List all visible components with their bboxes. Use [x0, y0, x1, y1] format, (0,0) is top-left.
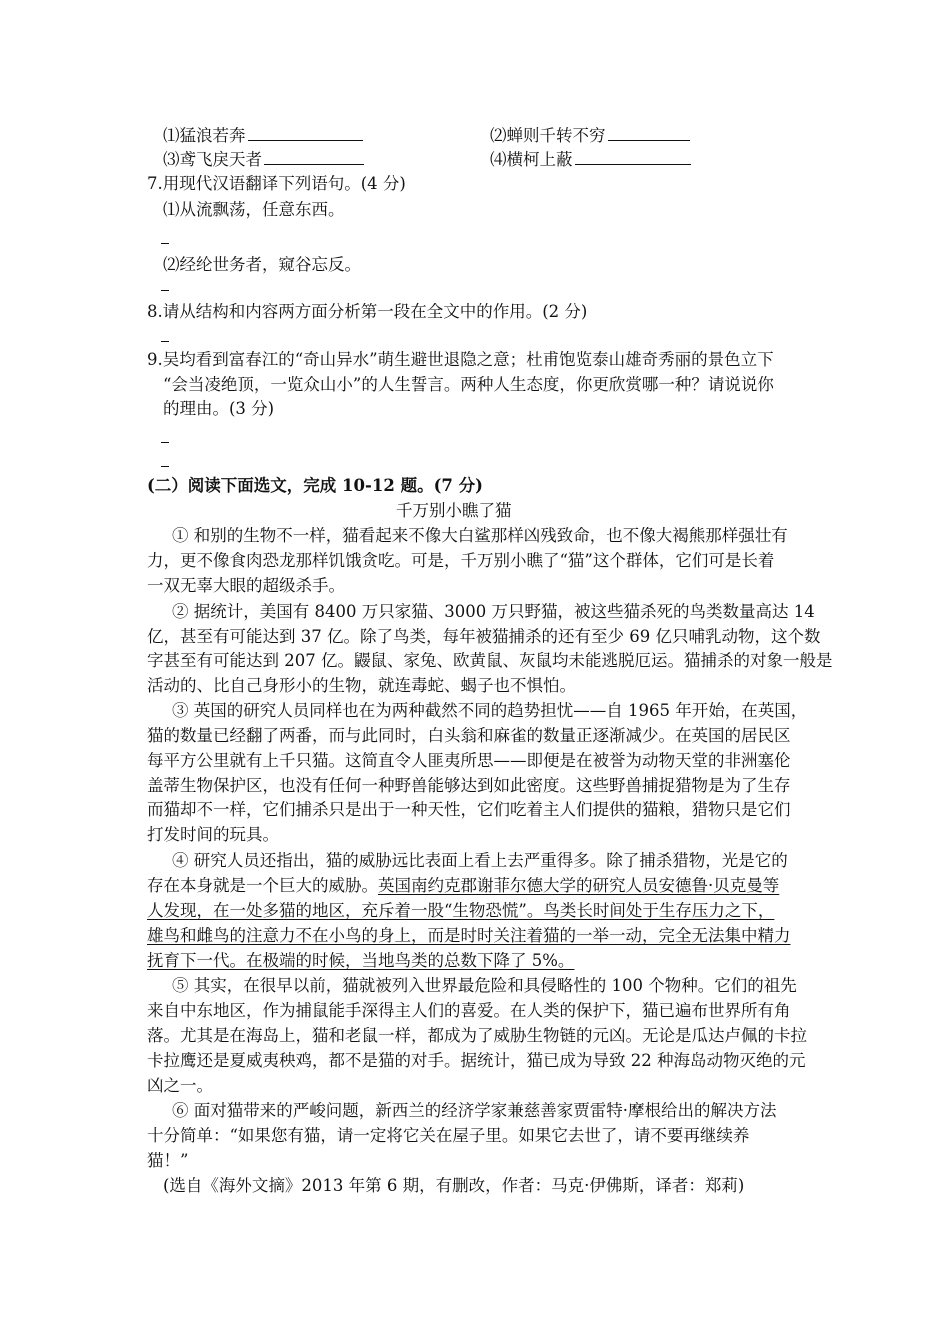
answer-blank[interactable] — [575, 148, 691, 165]
underlined-sentence: 人发现，在一处多猫的地区，充斥着一股“生物恐慌”。鸟类长时间处于生存压力之下， — [147, 901, 775, 920]
p5-line: 落。尤其是在海岛上，猫和老鼠一样，都成为了威胁生物链的元凶。无论是瓜达卢佩的卡拉 — [147, 1026, 807, 1045]
p1-line: 力，更不像食肉恐龙那样饥饿贪吃。可是，千万别小瞧了“猫”这个群体，它们可是长着 — [147, 551, 775, 570]
q6-item-1: ⑴猛浪若奔 — [163, 124, 363, 147]
p3-line: 盖蒂生物保护区，也没有任何一种野兽能够达到如此密度。这些野兽捕捉猎物是为了生存 — [147, 776, 791, 795]
q6-item-3: ⑶鸢飞戾天者 — [163, 148, 364, 171]
p4-line: ④ 研究人员还指出，猫的威胁远比表面上看上去严重得多。除了捕杀猎物，光是它的 — [172, 851, 788, 870]
p1-line: ① 和别的生物不一样，猫看起来不像大白鲨那样凶残致命，也不像大褐熊那样强壮有 — [172, 526, 788, 545]
p2-line: 字甚至有可能达到 207 亿。鼹鼠、家兔、欧黄鼠、灰鼠均未能逃脱厄运。猫捕杀的对象一般是 — [147, 651, 833, 670]
underlined-sentence: 雄鸟和雌鸟的注意力不在小鸟的身上，而是时时关注着猫的一举一动，完全无法集中精力 — [147, 926, 791, 945]
q7-sentence-2: ⑵经纶世务者，窥谷忘反。 — [163, 255, 361, 274]
p3-line: ③ 英国的研究人员同样也在为两种截然不同的趋势担忧——自 1965 年开始，在英国， — [172, 701, 808, 720]
p6-line: 猫！” — [147, 1151, 189, 1170]
answer-blank[interactable] — [608, 124, 690, 141]
p5-line: 来自中东地区，作为捕鼠能手深得主人们的喜爱。在人类的保护下，猫已遍布世界所有角 — [147, 1001, 791, 1020]
q9-line-1: 9.吴均看到富春江的“奇山异水”萌生避世退隐之意；杜甫饱览泰山雄奇秀丽的景色立下 — [147, 350, 774, 369]
p2-line: ② 据统计，美国有 8400 万只家猫、3000 万只野猫，被这些猫杀死的鸟类数量高达 14 — [172, 602, 815, 621]
q7-sentence-1: ⑴从流飘荡，任意东西。 — [163, 200, 345, 219]
p5-line: ⑤ 其实，在很早以前，猫就被列入世界最危险和具侵略性的 100 个物种。它们的祖先 — [172, 976, 797, 995]
p5-line: 凶之一。 — [147, 1076, 213, 1095]
answer-blank[interactable] — [248, 124, 363, 141]
q6-item-2: ⑵蝉则千转不穷 — [490, 124, 690, 147]
q8-title: 8.请从结构和内容两方面分析第一段在全文中的作用。(2 分) — [147, 302, 588, 321]
p3-line: 猫的数量已经翻了两番，而与此同时，白头翁和麻雀的数量正逐渐减少。在英国的居民区 — [147, 726, 791, 745]
q7-title: 7.用现代汉语翻译下列语句。(4 分) — [147, 174, 406, 193]
passage-title: 千万别小瞧了猫 — [396, 501, 512, 520]
answer-blank[interactable] — [264, 148, 364, 165]
p3-line: 而猫却不一样，它们捕杀只是出于一种天性，它们吃着主人们提供的猫粮，猎物只是它们 — [147, 800, 791, 819]
q6-item-4: ⑷横柯上蔽 — [490, 148, 691, 171]
answer-line-mark — [161, 243, 169, 244]
answer-line-mark — [161, 466, 169, 467]
q9-line-2: “会当凌绝顶，一览众山小”的人生誓言。两种人生态度，你更欣赏哪一种？请说说你 — [163, 375, 774, 394]
underlined-sentence: 英国南约克郡谢菲尔德大学的研究人员安德鲁·贝克曼等 — [378, 876, 780, 895]
p3-line: 打发时间的玩具。 — [147, 825, 279, 844]
answer-line-mark — [161, 442, 169, 443]
p6-line: ⑥ 面对猫带来的严峻问题，新西兰的经济学家兼慈善家贾雷特·摩根给出的解决方法 — [172, 1101, 777, 1120]
p4-line: 存在本身就是一个巨大的威胁。英国南约克郡谢菲尔德大学的研究人员安德鲁·贝克曼等 — [147, 876, 780, 895]
q9-line-3: 的理由。(3 分) — [163, 399, 275, 418]
underlined-sentence: 抚育下一代。在极端的时候，当地鸟类的总数下降了 5%。 — [147, 951, 575, 970]
answer-line-mark — [161, 341, 169, 342]
answer-line-mark — [161, 290, 169, 291]
p2-line: 活动的、比自己身形小的生物，就连毒蛇、蝎子也不惧怕。 — [147, 676, 576, 695]
p5-line: 卡拉鹰还是夏威夷秧鸡，都不是猫的对手。据统计，猫已成为导致 22 种海岛动物灭绝的元 — [147, 1051, 806, 1070]
source-citation: (选自《海外文摘》2013 年第 6 期，有删改，作者：马克·伊佛斯，译者：郑莉) — [163, 1176, 745, 1195]
p1-line: 一双无辜大眼的超级杀手。 — [147, 576, 345, 595]
p6-line: 十分简单：“如果您有猫，请一定将它关在屋子里。如果它去世了，请不要再继续养 — [147, 1126, 750, 1145]
section-heading: (二）阅读下面选文，完成 10-12 题。(7 分) — [147, 476, 483, 495]
p3-line: 每平方公里就有上千只猫。这简直令人匪夷所思——即便是在被誉为动物天堂的非洲塞伦 — [147, 751, 791, 770]
p2-line: 亿，甚至有可能达到 37 亿。除了鸟类，每年被猫捕杀的还有至少 69 亿只哺乳动物，这个数 — [147, 627, 821, 646]
